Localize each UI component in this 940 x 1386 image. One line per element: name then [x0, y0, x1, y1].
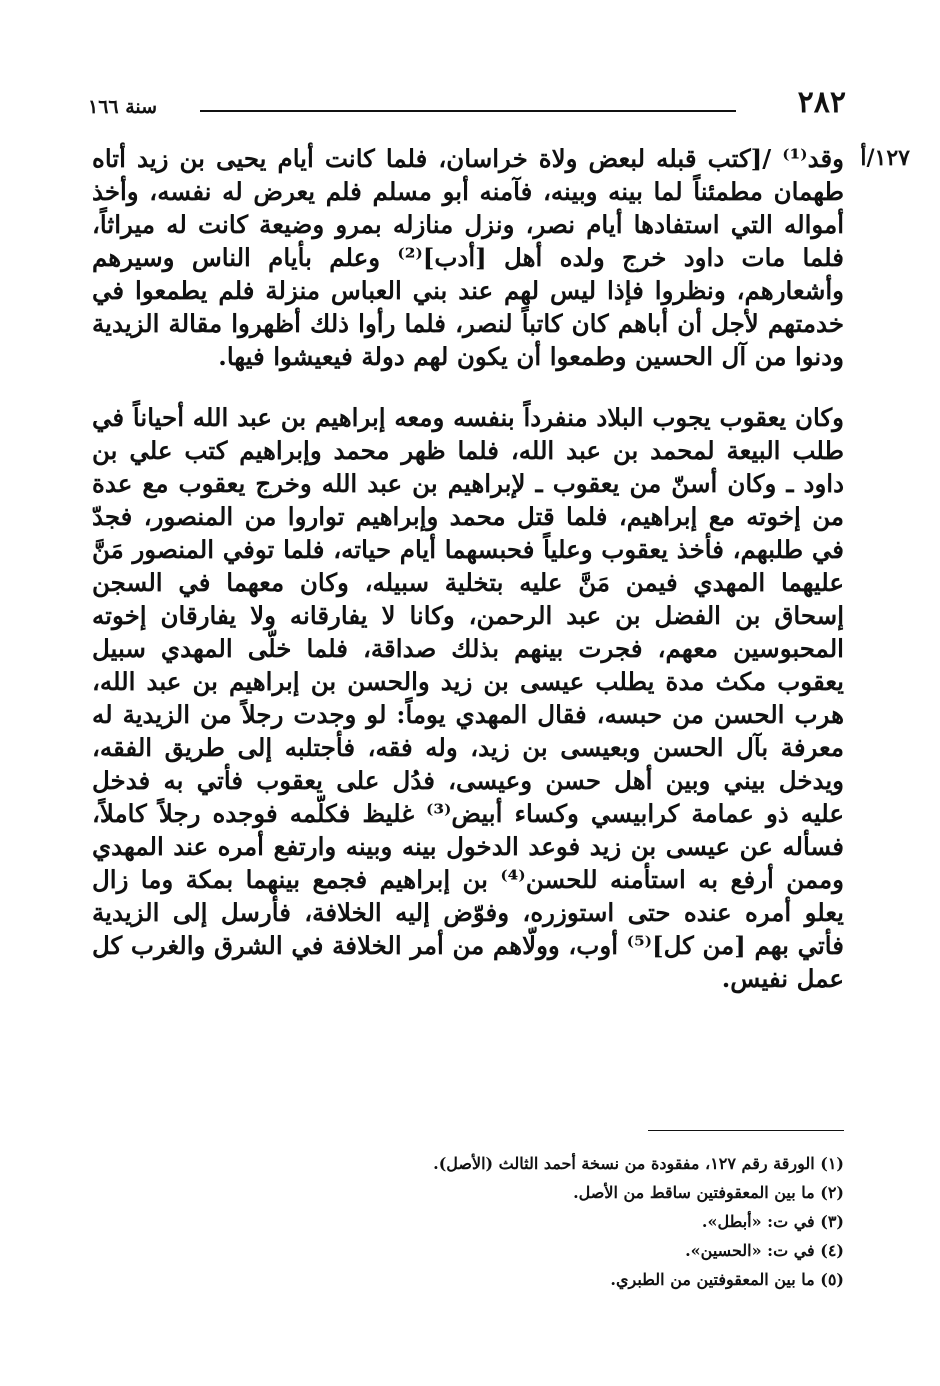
- footnotes: [96, 1150, 844, 1295]
- paragraph: وقد⁽¹⁾ /[كتب قبله لبعض ولاة خراسان، فلما كانت أيام يحيى بن زيد أتاه طهمان مطمئناً لما بينه وبينه، فآمنه أبو مسلم فلم يعرض له نفسه، وأخذ أمواله التي استفادها أيام نصر، ونزل منازله بمرو وضيعة كانت له ميراثاً، فلما مات داود خرج ولده أهل [أدب]⁽²⁾ وعلم بأيام الناس وسيرهم وأشعارهم، ونظروا فإذا ليس لهم عند بني العباس منزلة فلم يطمعوا في خدمتهم لأجل أن أباهم كان كاتباً لنصر، فلما رأوا ذلك أظهروا مقالة الزيدية ودنوا من آل الحسين وطمعوا أن يكون لهم دولة فيعيشوا فيها.: [92, 144, 844, 371]
- folio-marker: ١٢٧/أ: [860, 145, 910, 171]
- page-number: ٢٨٢: [797, 85, 846, 120]
- header-rule: [200, 110, 736, 112]
- page-header: [88, 86, 846, 126]
- footnote: (٢) ما بين المعقوفتين ساقط من الأصل.: [573, 1183, 844, 1202]
- paragraph: وكان يعقوب يجوب البلاد منفرداً بنفسه ومعه إبراهيم بن عبد الله أحياناً في طلب البيعة لمحمد بن عبد الله، فلما ظهر محمد وإبراهيم كتب علي بن داود ـ وكان أسنّ من يعقوب ـ لإبراهيم بن عبد الله وخرج يعقوب مع عدة من إخوته مع إبراهيم، فلما قتل محمد وإبراهيم تواروا من المنصور، فجدّ في طلبهم، فأخذ يعقوب وعلياً فحبسهما أيام حياته، فلما توفي المنصور مَنَّ عليهما المهدي فيمن مَنَّ عليه بتخلية سبيله، وكان معهما في السجن إسحاق بن الفضل بن عبد الرحمن، وكانا لا يفارقانه ولا يفارقان إخوته المحبوسين معهم، فجرت بينهم بذلك صداقة، فلما خلّى المهدي سبيل يعقوب مكث مدة يطلب عيسى بن زيد والحسن بن إبراهيم بن عبد الله، هرب الحسن من حبسه، فقال المهدي يوماً: لو وجدت رجلاً من الزيدية له معرفة بآل الحسن وبعيسى بن زيد، وله فقه، فأجتلبه إلى طريق الفقه، ويدخل بيني وبين أهل حسن وعيسى، فدُل على يعقوب فأتي به فدخل عليه ذو عمامة كرابيسي وكساء أبيض⁽³⁾ غليظ فكلّمه فوجده رجلاً كاملاً، فسأله عن عيسى بن زيد فوعد الدخول بينه وبينه وارتفع أمره عند المهدي وممن أرفع به استأمنه للحسن⁽⁴⁾ بن إبراهيم فجمع بينهما بمكة وما زال يعلو أمره عنده حتى استوزره، وفوّض إليه الخلافة، فأرسل إلى الزيدية فأتي بهم [من كل]⁽⁵⁾ أوب، وولّاهم من أمر الخلافة في الشرق والغرب كل عمل نفيس.: [92, 403, 844, 993]
- footnote: (٤) في ت: «الحسين».: [685, 1241, 844, 1260]
- footnote: (١) الورقة رقم ١٢٧، مفقودة من نسخة أحمد الثالث (الأصل).: [433, 1154, 844, 1173]
- main-text: [92, 142, 844, 995]
- footnote: (٥) ما بين المعقوفتين من الطبري.: [610, 1270, 844, 1289]
- footnote: (٣) في ت: «أبطل».: [701, 1212, 844, 1231]
- running-head: سنة ١٦٦: [88, 96, 158, 118]
- footnote-rule: [648, 1130, 844, 1131]
